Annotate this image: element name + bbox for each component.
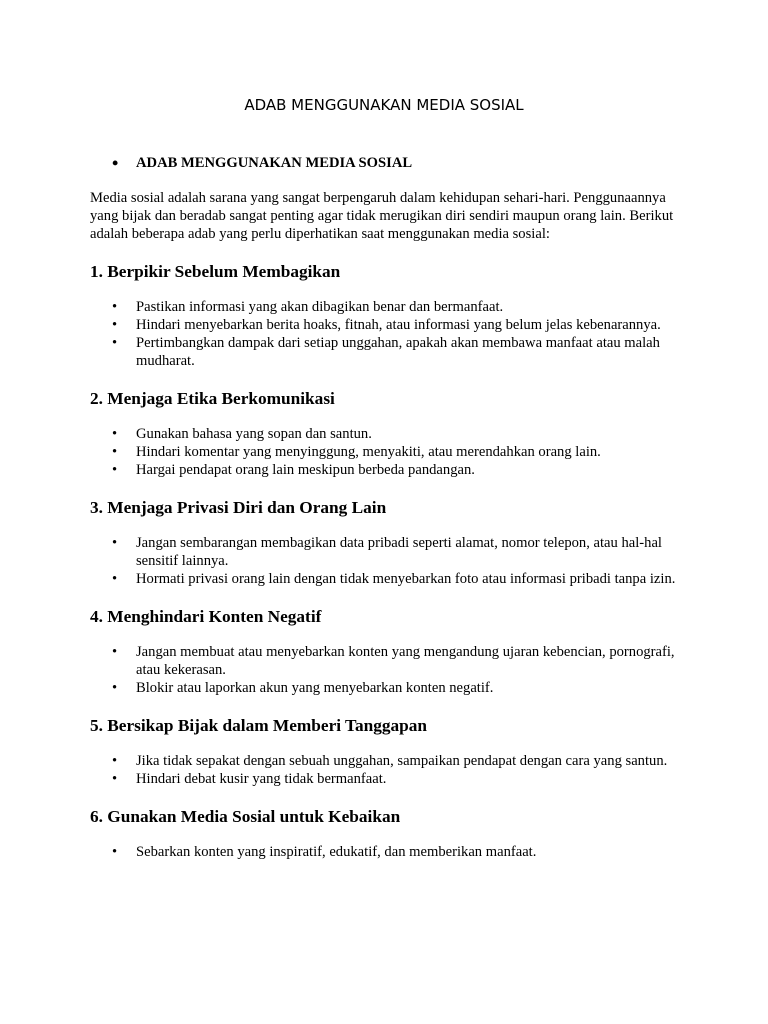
section-heading: 4. Menghindari Konten Negatif [90, 607, 322, 626]
list-item [90, 770, 680, 788]
list-item-text: Hindari debat kusir yang tidak bermanfaat. [136, 771, 387, 787]
bullet-icon: • [112, 317, 118, 333]
list-item-text: Pastikan informasi yang akan dibagikan benar dan bermanfaat. [136, 299, 504, 315]
list-item-text: Hindari komentar yang menyinggung, menyakiti, atau merendahkan orang lain. [136, 444, 601, 460]
section-heading: 1. Berpikir Sebelum Membagikan [90, 262, 341, 281]
list-item-text: Hindari menyebarkan berita hoaks, fitnah, atau informasi yang belum jelas kebenarannya. [136, 317, 661, 333]
list-item-text: Jangan sembarangan membagikan data pribadi seperti alamat, nomor telepon, atau hal-hal sensitif lainnya. [136, 535, 662, 569]
list-item [90, 752, 680, 770]
list-item-text: Pertimbangkan dampak dari setiap unggahan, apakah akan membawa manfaat atau malah mudharat. [136, 335, 660, 369]
list-item [90, 461, 680, 479]
bullet-icon: • [112, 335, 118, 351]
section-list [90, 752, 680, 788]
list-item-text: Hormati privasi orang lain dengan tidak menyebarkan foto atau informasi pribadi tanpa izin. [136, 571, 676, 587]
bullet-icon: • [112, 844, 118, 860]
list-item [90, 643, 680, 679]
sections-container [90, 261, 680, 861]
list-item [90, 316, 680, 334]
bullet-icon: • [112, 426, 118, 442]
document-body [90, 153, 680, 879]
bullet-icon: • [112, 644, 118, 660]
bullet-icon: • [112, 753, 118, 769]
bullet-icon: • [112, 680, 118, 696]
main-bullet-text: ADAB MENGGUNAKAN MEDIA SOSIAL [136, 155, 413, 171]
bullet-icon: • [112, 444, 118, 460]
list-item [90, 425, 680, 443]
section-list [90, 643, 680, 697]
bullet-icon: • [112, 299, 118, 315]
list-item [90, 679, 680, 697]
list-item-text: Hargai pendapat orang lain meskipun berbeda pandangan. [136, 462, 475, 478]
bullet-icon: • [112, 771, 118, 787]
list-item-text: Blokir atau laporkan akun yang menyebarkan konten negatif. [136, 680, 494, 696]
list-item-text: Jangan membuat atau menyebarkan konten yang mengandung ujaran kebencian, pornografi, atau kekerasan. [136, 644, 675, 678]
document-title: ADAB MENGGUNAKAN MEDIA SOSIAL [244, 96, 524, 114]
intro-paragraph: Media sosial adalah sarana yang sangat berpengaruh dalam kehidupan sehari-hari. Penggunaannya yang bijak dan beradab sangat penting agar tidak merugikan diri sendiri maupun orang lain. Berikut adalah beberapa adab yang perlu diperhatikan saat menggunakan media sosial: [90, 190, 674, 242]
main-bullet-heading [90, 153, 680, 173]
bullet-icon: • [112, 535, 118, 551]
list-item [90, 298, 680, 316]
section-heading: 2. Menjaga Etika Berkomunikasi [90, 389, 335, 408]
list-item-text: Jika tidak sepakat dengan sebuah unggahan, sampaikan pendapat dengan cara yang santun. [136, 753, 668, 769]
list-item [90, 534, 680, 570]
list-item [90, 334, 680, 370]
list-item-text: Gunakan bahasa yang sopan dan santun. [136, 426, 372, 442]
list-item [90, 570, 680, 588]
section-heading: 5. Bersikap Bijak dalam Memberi Tanggapan [90, 716, 428, 735]
section-list [90, 425, 680, 479]
section-list [90, 843, 680, 861]
bullet-icon: • [112, 571, 118, 587]
section-list [90, 534, 680, 588]
list-item [90, 443, 680, 461]
list-item-text: Sebarkan konten yang inspiratif, edukatif, dan memberikan manfaat. [136, 844, 537, 860]
bullet-icon: • [112, 153, 119, 173]
section-heading: 3. Menjaga Privasi Diri dan Orang Lain [90, 498, 387, 517]
bullet-icon: • [112, 462, 118, 478]
section-heading: 6. Gunakan Media Sosial untuk Kebaikan [90, 807, 401, 826]
list-item [90, 843, 680, 861]
section-list [90, 298, 680, 370]
